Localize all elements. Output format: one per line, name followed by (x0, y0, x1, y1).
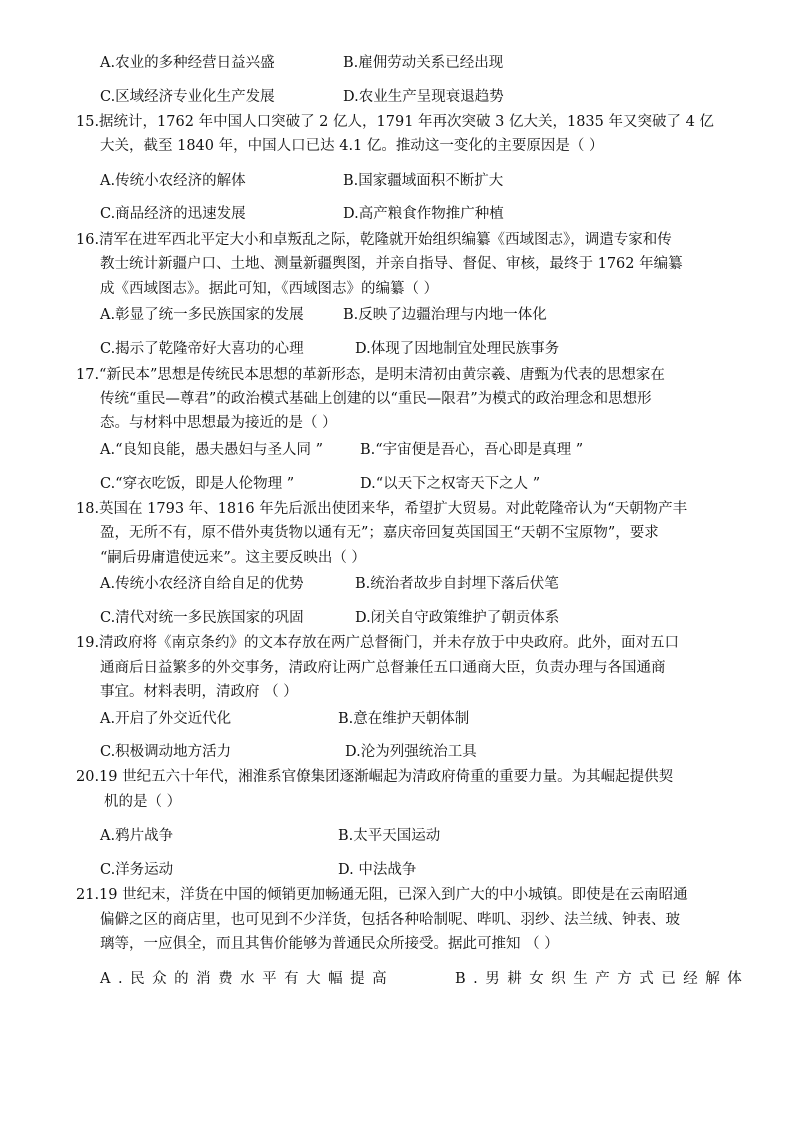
q21-option-b: B.男耕女织生产方式已经解体 (455, 971, 750, 987)
q18-option-c: C.清代对统一多民族国家的巩固 (100, 610, 304, 626)
q16-option-a: A.彰显了统一多民族国家的发展 (100, 307, 304, 323)
q18-stem-line-3: “嗣后毋庸遣使远来”。这主要反映出（ ） (100, 550, 366, 566)
q21-stem-line-1: 21.19 世纪末，洋货在中国的倾销更加畅通无阻，已深入到广大的中小城镇。即使是在云南昭通 (76, 887, 688, 903)
q18-stem-line-2: 盈，无所不有，原不借外夷货物以通有无”；嘉庆帝回复英国国王“天朝不宝原物”，要求 (100, 525, 659, 541)
q17-stem-line-2: 传统“重民—尊君”的政治模式基础上创建的以“重民—限君”为模式的政治理念和思想形 (100, 391, 652, 407)
q19-stem-line-3: 事宜。材料表明，清政府 （ ） (100, 684, 298, 700)
q19-option-b: B.意在维护天朝体制 (338, 711, 470, 727)
q15-option-c: C.商品经济的迅速发展 (100, 206, 246, 222)
q21-option-a: A.民众的消费水平有大幅提高 (100, 971, 395, 987)
q16-stem-line-1: 16.清军在进军西北平定大小和卓叛乱之际，乾隆就开始组织编纂《西域图志》，调遣专家和传 (76, 232, 672, 248)
q20-option-d: D. 中法战争 (338, 862, 417, 878)
q17-option-c: C.“穿衣吃饭，即是人伦物理 ” (100, 476, 295, 492)
q18-stem-line-1: 18.英国在 1793 年、1816 年先后派出使团来华，希望扩大贸易。对此乾隆帝认为“天朝物产丰 (76, 501, 688, 517)
q18-option-d: D.闭关自守政策维护了朝贡体系 (355, 610, 560, 626)
q16-stem-line-3: 成《西域图志》。据此可知，《西域图志》的编纂（ ） (100, 281, 439, 297)
q18-option-a: A.传统小农经济自给自足的优势 (100, 576, 304, 592)
q20-stem-line-2: 机的是（ ） (104, 794, 182, 810)
q20-option-a: A.鸦片战争 (100, 828, 174, 844)
q15-option-a: A.传统小农经济的解体 (100, 173, 246, 189)
q14-option-d: D.农业生产呈现衰退趋势 (343, 89, 504, 105)
q15-option-d: D.高产粮食作物推广种植 (343, 206, 504, 222)
q21-stem-line-2: 偏僻之区的商店里，也可见到不少洋货，包括各种哈制呢、哔叽、羽纱、法兰绒、钟表、玻 (100, 912, 680, 928)
q19-option-d: D.沦为列强统治工具 (345, 744, 477, 760)
q15-option-b: B.国家疆域面积不断扩大 (343, 173, 504, 189)
q17-option-b: B.“宇宙便是吾心，吾心即是真理 ” (360, 442, 584, 458)
q16-option-d: D.体现了因地制宜处理民族事务 (355, 341, 560, 357)
q17-stem-line-1: 17.“新民本”思想是传统民本思想的革新形态，是明末清初由黄宗羲、唐甄为代表的思想家在 (76, 367, 665, 383)
q16-option-b: B.反映了边疆治理与内地一体化 (343, 307, 547, 323)
q14-option-a: A.农业的多种经营日益兴盛 (100, 55, 275, 71)
q19-stem-line-1: 19.清政府将《南京条约》的文本存放在两广总督衙门，并未存放于中央政府。此外，面对五口 (76, 635, 680, 651)
q19-option-c: C.积极调动地方活力 (100, 744, 232, 760)
q18-option-b: B.统治者故步自封埋下落后伏笔 (355, 576, 559, 592)
q15-stem-line-1: 15.据统计，1762 年中国人口突破了 2 亿人，1791 年再次突破 3 亿大关，1835 年又突破了 4 亿 (76, 114, 714, 130)
q20-option-b: B.太平天国运动 (338, 828, 441, 844)
q17-stem-line-3: 态。与材料中思想最为接近的是（ ） (100, 415, 337, 431)
q15-stem-line-2: 大关，截至 1840 年，中国人口已达 4.1 亿。推动这一变化的主要原因是（ ） (100, 138, 604, 154)
q21-stem-line-3: 璃等，一应俱全，而且其售价能够为普通民众所接受。据此可推知 （ ） (100, 936, 559, 952)
q16-stem-line-2: 教士统计新疆户口、土地、测量新疆舆图，并亲自指导、督促、审核，最终于 1762 年编纂 (100, 256, 683, 272)
q17-option-a: A.“良知良能，愚夫愚妇与圣人同 ” (100, 442, 324, 458)
q19-stem-line-2: 通商后日益繁多的外交事务，清政府让两广总督兼任五口通商大臣，负责办理与各国通商 (100, 660, 666, 676)
q14-option-c: C.区域经济专业化生产发展 (100, 89, 275, 105)
q14-option-b: B.雇佣劳动关系已经出现 (343, 55, 504, 71)
q17-option-d: D.“以天下之权寄天下之人 ” (360, 476, 541, 492)
q20-stem-line-1: 20.19 世纪五六十年代，湘淮系官僚集团逐渐崛起为清政府倚重的重要力量。为其崛起提供契 (76, 769, 674, 785)
q20-option-c: C.洋务运动 (100, 862, 174, 878)
q19-option-a: A.开启了外交近代化 (100, 711, 232, 727)
q16-option-c: C.揭示了乾隆帝好大喜功的心理 (100, 341, 304, 357)
